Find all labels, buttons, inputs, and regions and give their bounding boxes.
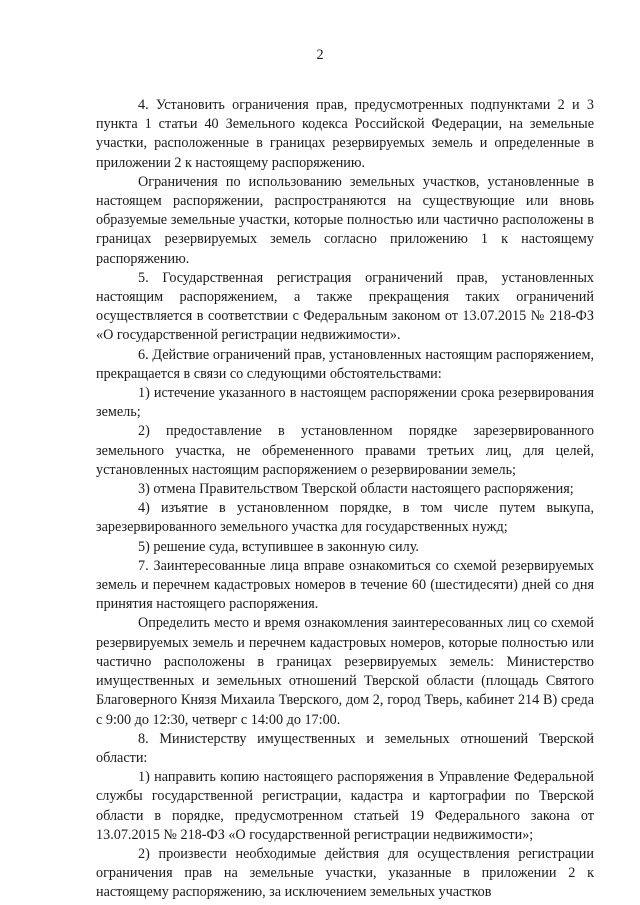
paragraph-review-place-time: Определить место и время ознакомления заинтересованных лиц со схемой резервируемых земель и перечнем кадастровых номеров, которые полностью или частично расположены в границах резервируемых земель: Министерство имущественных и земельных отношений Тверской области (площадь Святого Благоверного Князя Михаила Тверского, дом 2, город Тверь, кабинет 214 В) среда с 9:00 до 12:30, четверг с 14:00 до 17:00. xyxy=(96,615,594,728)
paragraph-item-4: 4. Установить ограничения прав, предусмотренных подпунктами 2 и 3 пункта 1 статьи 40 Земельного кодекса Российской Федерации, на земельные участки, расположенные в границах резервируемых земель и определенные в приложении 2 к настоящему распоряжению. xyxy=(96,97,594,171)
paragraph-restrictions-scope: Ограничения по использованию земельных участков, установленные в настоящем распоряжении, распространяются на существующие или вновь образуемые земельные участки, которые полностью или частично расположены в границах резервируемых земель согласно приложению 1 к настоящему распоряжению. xyxy=(96,173,594,267)
paragraph-item-5: 5. Государственная регистрация ограничений прав, установленных настоящим распоряжением, а также прекращения таких ограничений осуществляется в соответствии с Федеральным законом от 13.07.2015 № 218-ФЗ «О государственной регистрации недвижимости». xyxy=(96,269,594,344)
paragraph-item-8-1: 1) направить копию настоящего распоряжения в Управление Федеральной службы государственной регистрации, кадастра и картографии по Тверской области в порядке, предусмотренном статьей 19 Федерального закона от 13.07.2015 № 218-ФЗ «О государственной регистрации недвижимости»; xyxy=(96,769,594,843)
paragraph-item-6-4: 4) изъятие в установленном порядке, в том числе путем выкупа, зарезервированного земельного участка для государственных нужд; xyxy=(96,500,594,536)
paragraph-item-6-2: 2) предоставление в установленном порядке зарезервированного земельного участка, не обремененного правами третьих лиц, для целей, установленных настоящим распоряжением о резервировании земель; xyxy=(96,423,594,478)
paragraph-item-6: 6. Действие ограничений прав, установленных настоящим распоряжением, прекращается в связи со следующими обстоятельствами: xyxy=(96,346,594,382)
paragraph-item-6-5: 5) решение суда, вступившее в законную силу. xyxy=(138,538,419,555)
paragraph-item-8-2: 2) произвести необходимые действия для осуществления регистрации ограничения прав на земельные участки, указанные в приложении 2 к настоящему распоряжению, за исключением земельных участков xyxy=(96,845,594,901)
page-number: 2 xyxy=(316,47,324,63)
paragraph-item-8: 8. Министерству имущественных и земельных отношений Тверской области: xyxy=(96,730,594,766)
paragraph-item-7: 7. Заинтересованные лица вправе ознакомиться со схемой резервируемых земель и перечнем кадастровых номеров в течение 60 (шестидесяти) дней со дня принятия настоящего распоряжения. xyxy=(96,557,594,613)
paragraph-item-6-1: 1) истечение указанного в настоящем распоряжении срока резервирования земель; xyxy=(96,385,594,421)
paragraph-item-6-3: 3) отмена Правительством Тверской области настоящего распоряжения; xyxy=(138,481,574,498)
